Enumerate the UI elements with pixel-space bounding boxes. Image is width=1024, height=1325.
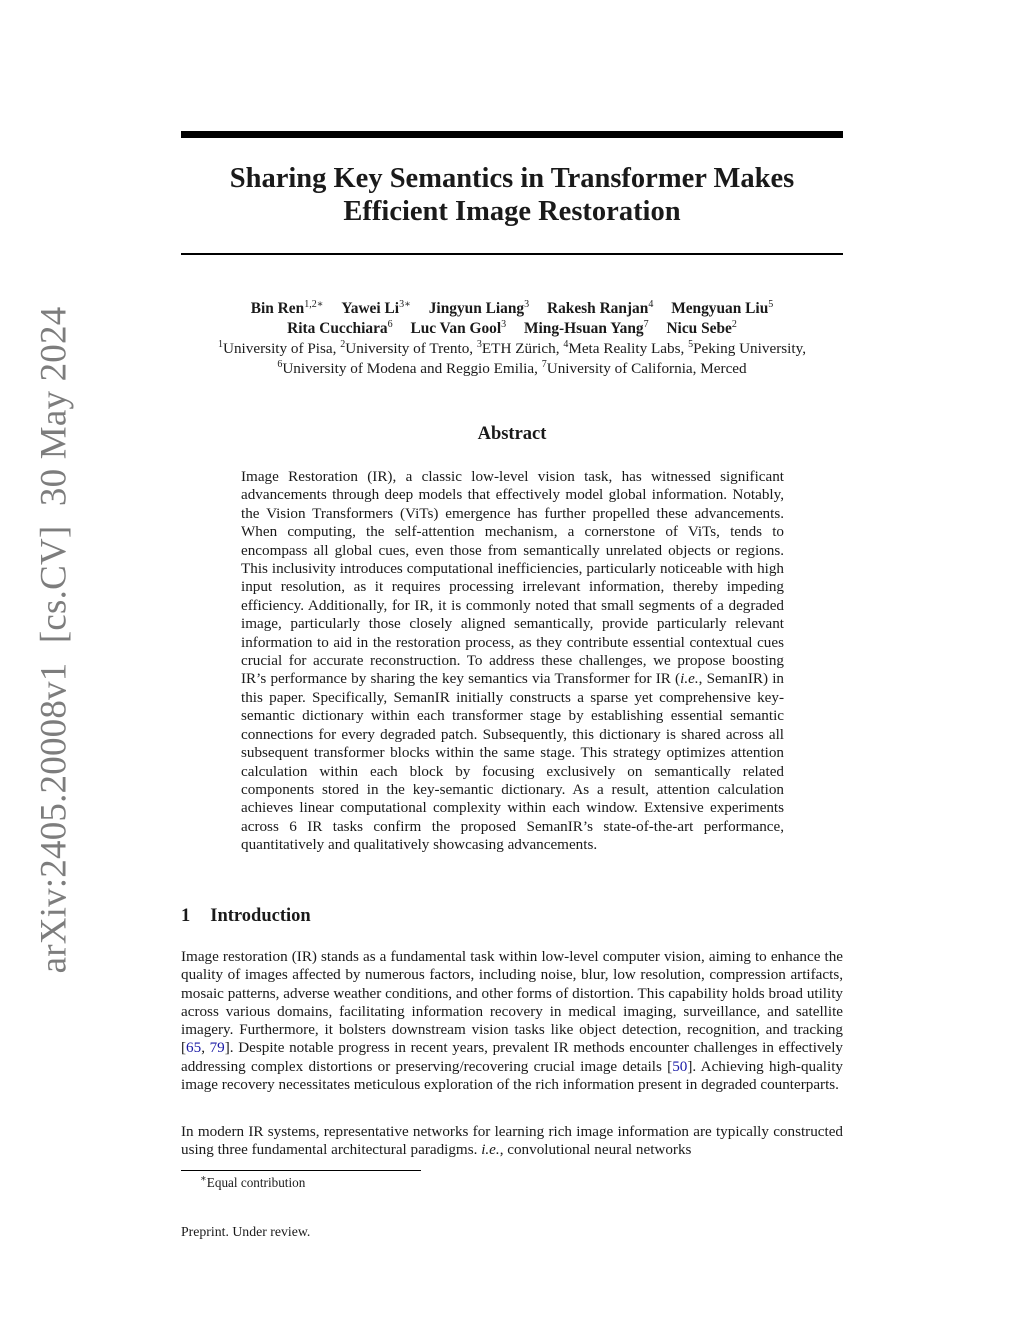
citation-link[interactable]: 50: [672, 1057, 688, 1075]
citation-link[interactable]: 79: [209, 1039, 225, 1057]
author: Nicu Sebe$^2$: [666, 318, 737, 337]
abstract-heading: Abstract: [477, 424, 547, 444]
section-title: Introduction: [210, 906, 311, 926]
author: Jingyun Liang$^3$: [428, 298, 530, 317]
intro-paragraph-2: In modern IR systems, representative networks for learning rich image information are typically constructed using three fundamental architectural paradigms. i.e., convolutional neural networks: [181, 1123, 843, 1159]
title-bottom-rule: [181, 253, 843, 255]
intro-paragraph-1: Image restoration (IR) stands as a fundamental task within low-level computer vision, aiming to enhance the quality of images affected by numerous factors, including noise, blur, low resolution, compression artifacts, mosaic patterns, adverse weather conditions, and other forms of distortion. This capability holds broad utility across various domains, facilitating information recovery in medical imaging, surveillance, and satellite imagery. Furthermore, it bolsters downstream vision tasks like object detection, recognition, and tracking [65, 79]. Despite notable progress in recent years, prevalent IR methods encounter challenges in effectively addressing complex distortions or preserving/recovering crucial image details [50]. Achieving high-quality image recovery necessitates meticulous exploration of the rich information present in degraded counterparts.: [181, 948, 843, 1094]
author-block: [170, 299, 854, 379]
arxiv-sidebar-identifier: [33, 302, 76, 979]
author-row-1: [170, 299, 854, 319]
author: Rakesh Ranjan$^4$: [546, 298, 654, 317]
section-heading-introduction: [181, 906, 311, 927]
author: Mengyuan Liu$^5$: [671, 298, 774, 317]
title-line-1: Sharing Key Semantics in Transformer Makes: [229, 163, 795, 194]
footnote-rule: [181, 1170, 421, 1171]
author: Yawei $Li^{3∗}$: [341, 298, 411, 317]
author-row-2: [170, 319, 854, 339]
affiliations-row-2: $^6$University of Modena and Reggio Emilia, $^7$University of California, Merced: [277, 358, 747, 377]
author: Bin Ren$^{1,2∗}$: [250, 298, 324, 317]
author: Ming-Hsuan Yang$^7$: [523, 318, 649, 337]
paper-title: [181, 162, 843, 228]
arxiv-id: arXiv:2405.20008v1: [33, 662, 75, 974]
author: Rita Cucchiara$^6$: [287, 318, 393, 337]
preprint-notice: Preprint. Under review.: [181, 1224, 311, 1239]
section-number: 1: [181, 906, 191, 926]
arxiv-date: 30 May 2024: [33, 306, 75, 507]
abstract-text: Image Restoration (IR), a classic low-level vision task, has witnessed significant advancements through deep models that effectively model global information. Notably, the Vision Transformers (ViTs) emergence has further propelled these advancements. When computing, the self-attention mechanism, a cornerstone of ViTs, tends to encompass all global cues, even those from semantically unrelated objects or regions. This inclusivity introduces computational inefficiencies, particularly noticeable with high input resolution, as it requires processing irrelevant information, thereby impeding efficiency. Additionally, for IR, it is commonly noted that small segments of a degraded image, particularly those closely aligned semantically, provide particularly relevant information to aid in the restoration process, as they contribute essential contextual cues crucial for accurate reconstruction. To address these challenges, we propose boosting IR’s performance by sharing the key semantics via Transformer for IR (i.e., SemanIR) in this paper. Specifically, SemanIR initially constructs a sparse yet comprehensive key-semantic dictionary within each transformer stage by establishing essential semantic connections for every degraded patch. Subsequently, this dictionary is shared across all subsequent transformer blocks within the same stage. This strategy optimizes attention calculation within each block by focusing exclusively on semantically related components stored in the key-semantic dictionary. As a result, attention calculation achieves linear computational complexity within each window. Extensive experiments across 6 IR tasks confirm the proposed SemanIR’s state-of-the-art performance, quantitatively and qualitatively showcasing advancements.: [241, 468, 784, 854]
arxiv-category: [cs.CV]: [33, 525, 75, 644]
author: Luc Van Gool$^3$: [410, 318, 507, 337]
title-top-rule: [181, 131, 843, 138]
footnote: ∗Equal contribution: [200, 1173, 306, 1190]
citation-link[interactable]: 65: [186, 1039, 202, 1057]
affiliations-row-1: $^1$University of Pisa, $^2$University of Trento, $^3$ETH Zürich, $^4$Meta Reality Labs, $^5$Peking University,: [217, 338, 807, 357]
title-line-2: Efficient Image Restoration: [343, 196, 681, 227]
